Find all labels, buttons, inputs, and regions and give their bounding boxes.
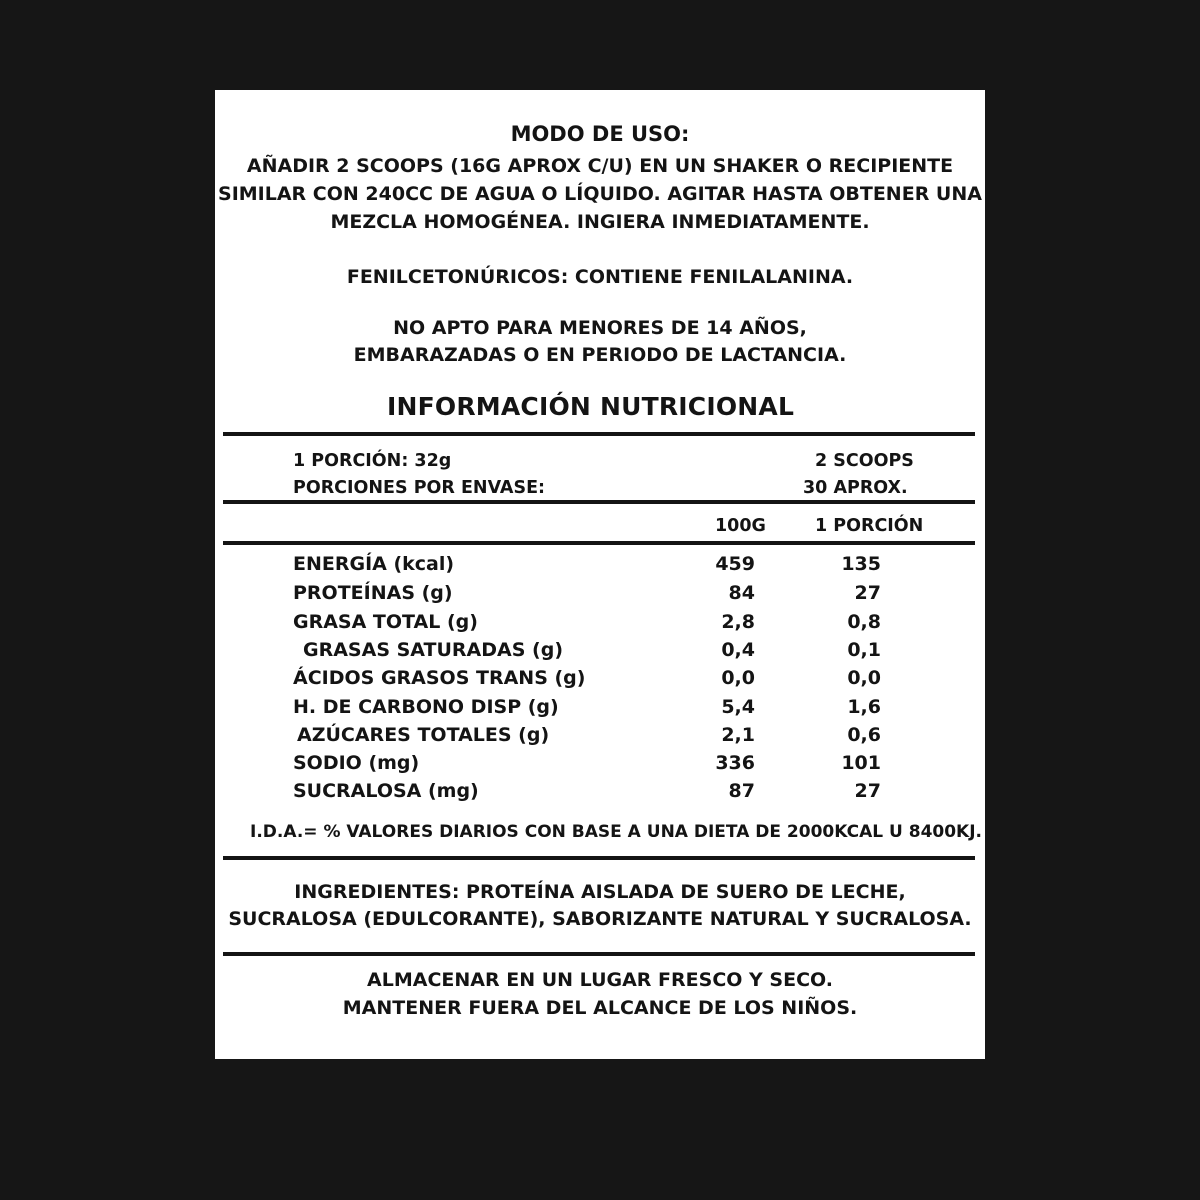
serving-size-value: 2 SCOOPS [815, 451, 914, 471]
nutrient-value-100g: 459 [715, 553, 755, 575]
nutrient-name: SODIO (mg) [293, 752, 420, 774]
divider [223, 432, 975, 436]
nutrient-value-portion: 0,1 [847, 639, 881, 661]
nutrient-name: SUCRALOSA (mg) [293, 780, 479, 802]
age-warning-line: NO APTO PARA MENORES DE 14 AÑOS, [393, 317, 807, 339]
divider [223, 500, 975, 504]
nutrient-name: PROTEÍNAS (g) [293, 582, 453, 604]
nutrient-value-100g: 5,4 [721, 696, 755, 718]
nutrient-name: GRASA TOTAL (g) [293, 611, 478, 633]
nutrient-value-100g: 0,0 [721, 667, 755, 689]
divider [223, 856, 975, 860]
nutrient-name: H. DE CARBONO DISP (g) [293, 696, 559, 718]
usage-line: SIMILAR CON 240CC DE AGUA O LÍQUIDO. AGITAR HASTA OBTENER UNA [218, 183, 982, 205]
nutrient-value-portion: 135 [841, 553, 881, 575]
nutrient-value-portion: 101 [841, 752, 881, 774]
nutrient-name: GRASAS SATURADAS (g) [303, 639, 563, 661]
age-warning-line: EMBARAZADAS O EN PERIODO DE LACTANCIA. [353, 344, 847, 366]
column-header-portion: 1 PORCIÓN [815, 516, 924, 536]
divider [223, 952, 975, 956]
nutrient-value-portion: 0,0 [847, 667, 881, 689]
ida-note: I.D.A.= % VALORES DIARIOS CON BASE A UNA DIETA DE 2000KCAL U 8400KJ. [250, 822, 983, 842]
nutrient-value-portion: 0,6 [847, 724, 881, 746]
nutrient-value-portion: 0,8 [847, 611, 881, 633]
serving-size-label: 1 PORCIÓN: 32g [293, 451, 452, 471]
nutrient-name: ENERGÍA (kcal) [293, 553, 455, 575]
usage-line: MEZCLA HOMOGÉNEA. INGIERA INMEDIATAMENTE. [330, 211, 870, 233]
nutrient-name: AZÚCARES TOTALES (g) [297, 724, 550, 746]
divider [223, 541, 975, 545]
pku-warning: FENILCETONÚRICOS: CONTIENE FENILALANINA. [346, 266, 854, 288]
nutrient-value-100g: 336 [715, 752, 755, 774]
nutrient-value-100g: 87 [728, 780, 755, 802]
nutrient-value-100g: 84 [728, 582, 755, 604]
nutrient-value-portion: 1,6 [847, 696, 881, 718]
storage-line: ALMACENAR EN UN LUGAR FRESCO Y SECO. [367, 969, 833, 991]
nutrient-name: ÁCIDOS GRASOS TRANS (g) [293, 667, 586, 689]
nutrient-value-100g: 2,1 [721, 724, 755, 746]
ingredients-line: INGREDIENTES: PROTEÍNA AISLADA DE SUERO DE LECHE, [294, 881, 906, 903]
usage-line: AÑADIR 2 SCOOPS (16G APROX C/U) EN UN SHAKER O RECIPIENTE [246, 155, 954, 177]
servings-per-container-label: PORCIONES POR ENVASE: [293, 478, 546, 498]
nutrient-value-100g: 0,4 [721, 639, 755, 661]
nutrient-value-100g: 2,8 [721, 611, 755, 633]
storage-line: MANTENER FUERA DEL ALCANCE DE LOS NIÑOS. [342, 997, 858, 1019]
nutrition-label [215, 90, 985, 1059]
usage-heading: MODO DE USO: [510, 122, 690, 146]
servings-per-container-value: 30 APROX. [803, 478, 908, 498]
nutrient-value-portion: 27 [854, 582, 881, 604]
nutrient-value-portion: 27 [854, 780, 881, 802]
column-header-100g: 100G [715, 516, 766, 536]
nutrition-title: INFORMACIÓN NUTRICIONAL [387, 392, 795, 421]
ingredients-line: SUCRALOSA (EDULCORANTE), SABORIZANTE NATURAL Y SUCRALOSA. [228, 908, 972, 930]
